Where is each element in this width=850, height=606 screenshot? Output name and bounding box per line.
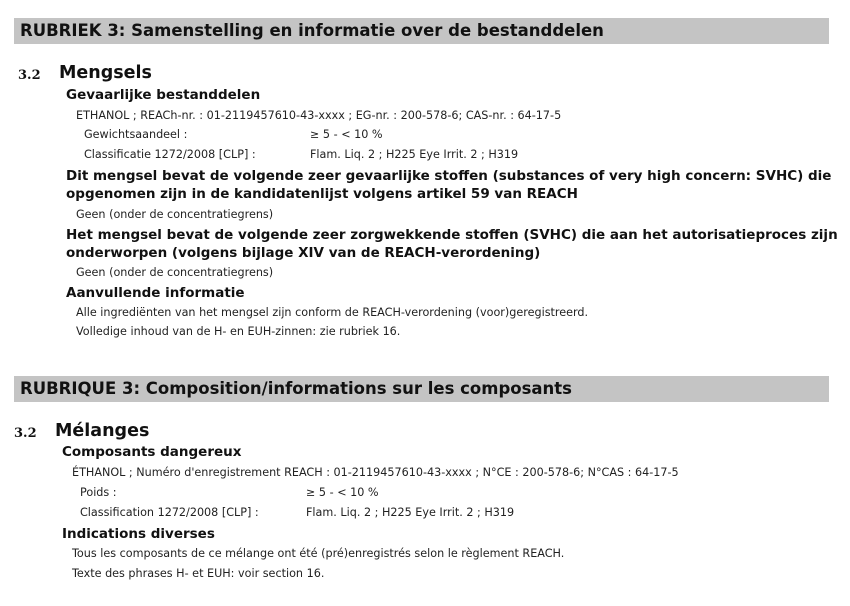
classification-label-nl: Classificatie 1272/2008 [CLP] : [84, 148, 256, 161]
misc-info-line2-fr: Texte des phrases H- et EUH: voir section 16. [72, 567, 325, 580]
weight-label-nl: Gewichtsaandeel : [84, 128, 188, 141]
additional-info-heading-nl: Aanvullende informatie [66, 285, 245, 301]
classification-label-fr: Classification 1272/2008 [CLP] : [80, 506, 259, 519]
authorisation-value-nl: Geen (onder de concentratiegrens) [76, 266, 274, 279]
weight-value-fr: ≥ 5 - < 10 % [306, 486, 379, 499]
classification-value-fr: Flam. Liq. 2 ; H225 Eye Irrit. 2 ; H319 [306, 506, 515, 519]
svhc-heading-nl-line2: opgenomen zijn in de kandidatenlijst volgens artikel 59 van REACH [66, 186, 578, 202]
svhc-heading-nl-line1: Dit mengsel bevat de volgende zeer gevaarlijke stoffen (substances of very high concern: SVHC) die [66, 168, 832, 184]
substance-line-nl: ETHANOL ; REACh-nr. : 01-2119457610-43-xxxx ; EG-nr. : 200-578-6; CAS-nr. : 64-17-5 [76, 109, 562, 122]
hazardous-heading-nl: Gevaarlijke bestanddelen [66, 87, 261, 103]
authorisation-heading-nl-line2: onderworpen (volgens bijlage XIV van de REACH-verordening) [66, 245, 541, 261]
hazardous-heading-fr: Composants dangereux [62, 444, 242, 460]
substance-line-fr: ÉTHANOL ; Numéro d'enregistrement REACH : 01-2119457610-43-xxxx ; N°CE : 200-578-6; N°CAS : 64-17-5 [72, 466, 679, 479]
authorisation-heading-nl-line1: Het mengsel bevat de volgende zeer zorgwekkende stoffen (SVHC) die aan het autorisatieproces zijn [66, 227, 838, 243]
weight-label-fr: Poids : [80, 486, 117, 499]
classification-value-nl: Flam. Liq. 2 ; H225 Eye Irrit. 2 ; H319 [310, 148, 519, 161]
svhc-value-nl: Geen (onder de concentratiegrens) [76, 208, 274, 221]
section-title-fr: Mélanges [55, 421, 150, 441]
misc-info-line1-fr: Tous les composants de ce mélange ont été (pré)enregistrés selon le règlement REACH. [72, 547, 565, 560]
section-header-fr [14, 376, 829, 402]
section-number-fr: 3.2 [14, 426, 37, 441]
section-header-nl-text: RUBRIEK 3: Samenstelling en informatie over de bestanddelen [20, 21, 604, 40]
additional-info-line2-nl: Volledige inhoud van de H- en EUH-zinnen: zie rubriek 16. [76, 325, 401, 338]
weight-value-nl: ≥ 5 - < 10 % [310, 128, 383, 141]
misc-info-heading-fr: Indications diverses [62, 526, 215, 542]
section-title-nl: Mengsels [59, 63, 152, 83]
section-header-nl [14, 18, 829, 44]
additional-info-line1-nl: Alle ingrediënten van het mengsel zijn conform de REACH-verordening (voor)geregistreerd. [76, 306, 589, 319]
section-number-nl: 3.2 [18, 68, 41, 83]
section-header-fr-text: RUBRIQUE 3: Composition/informations sur les composants [20, 379, 573, 398]
